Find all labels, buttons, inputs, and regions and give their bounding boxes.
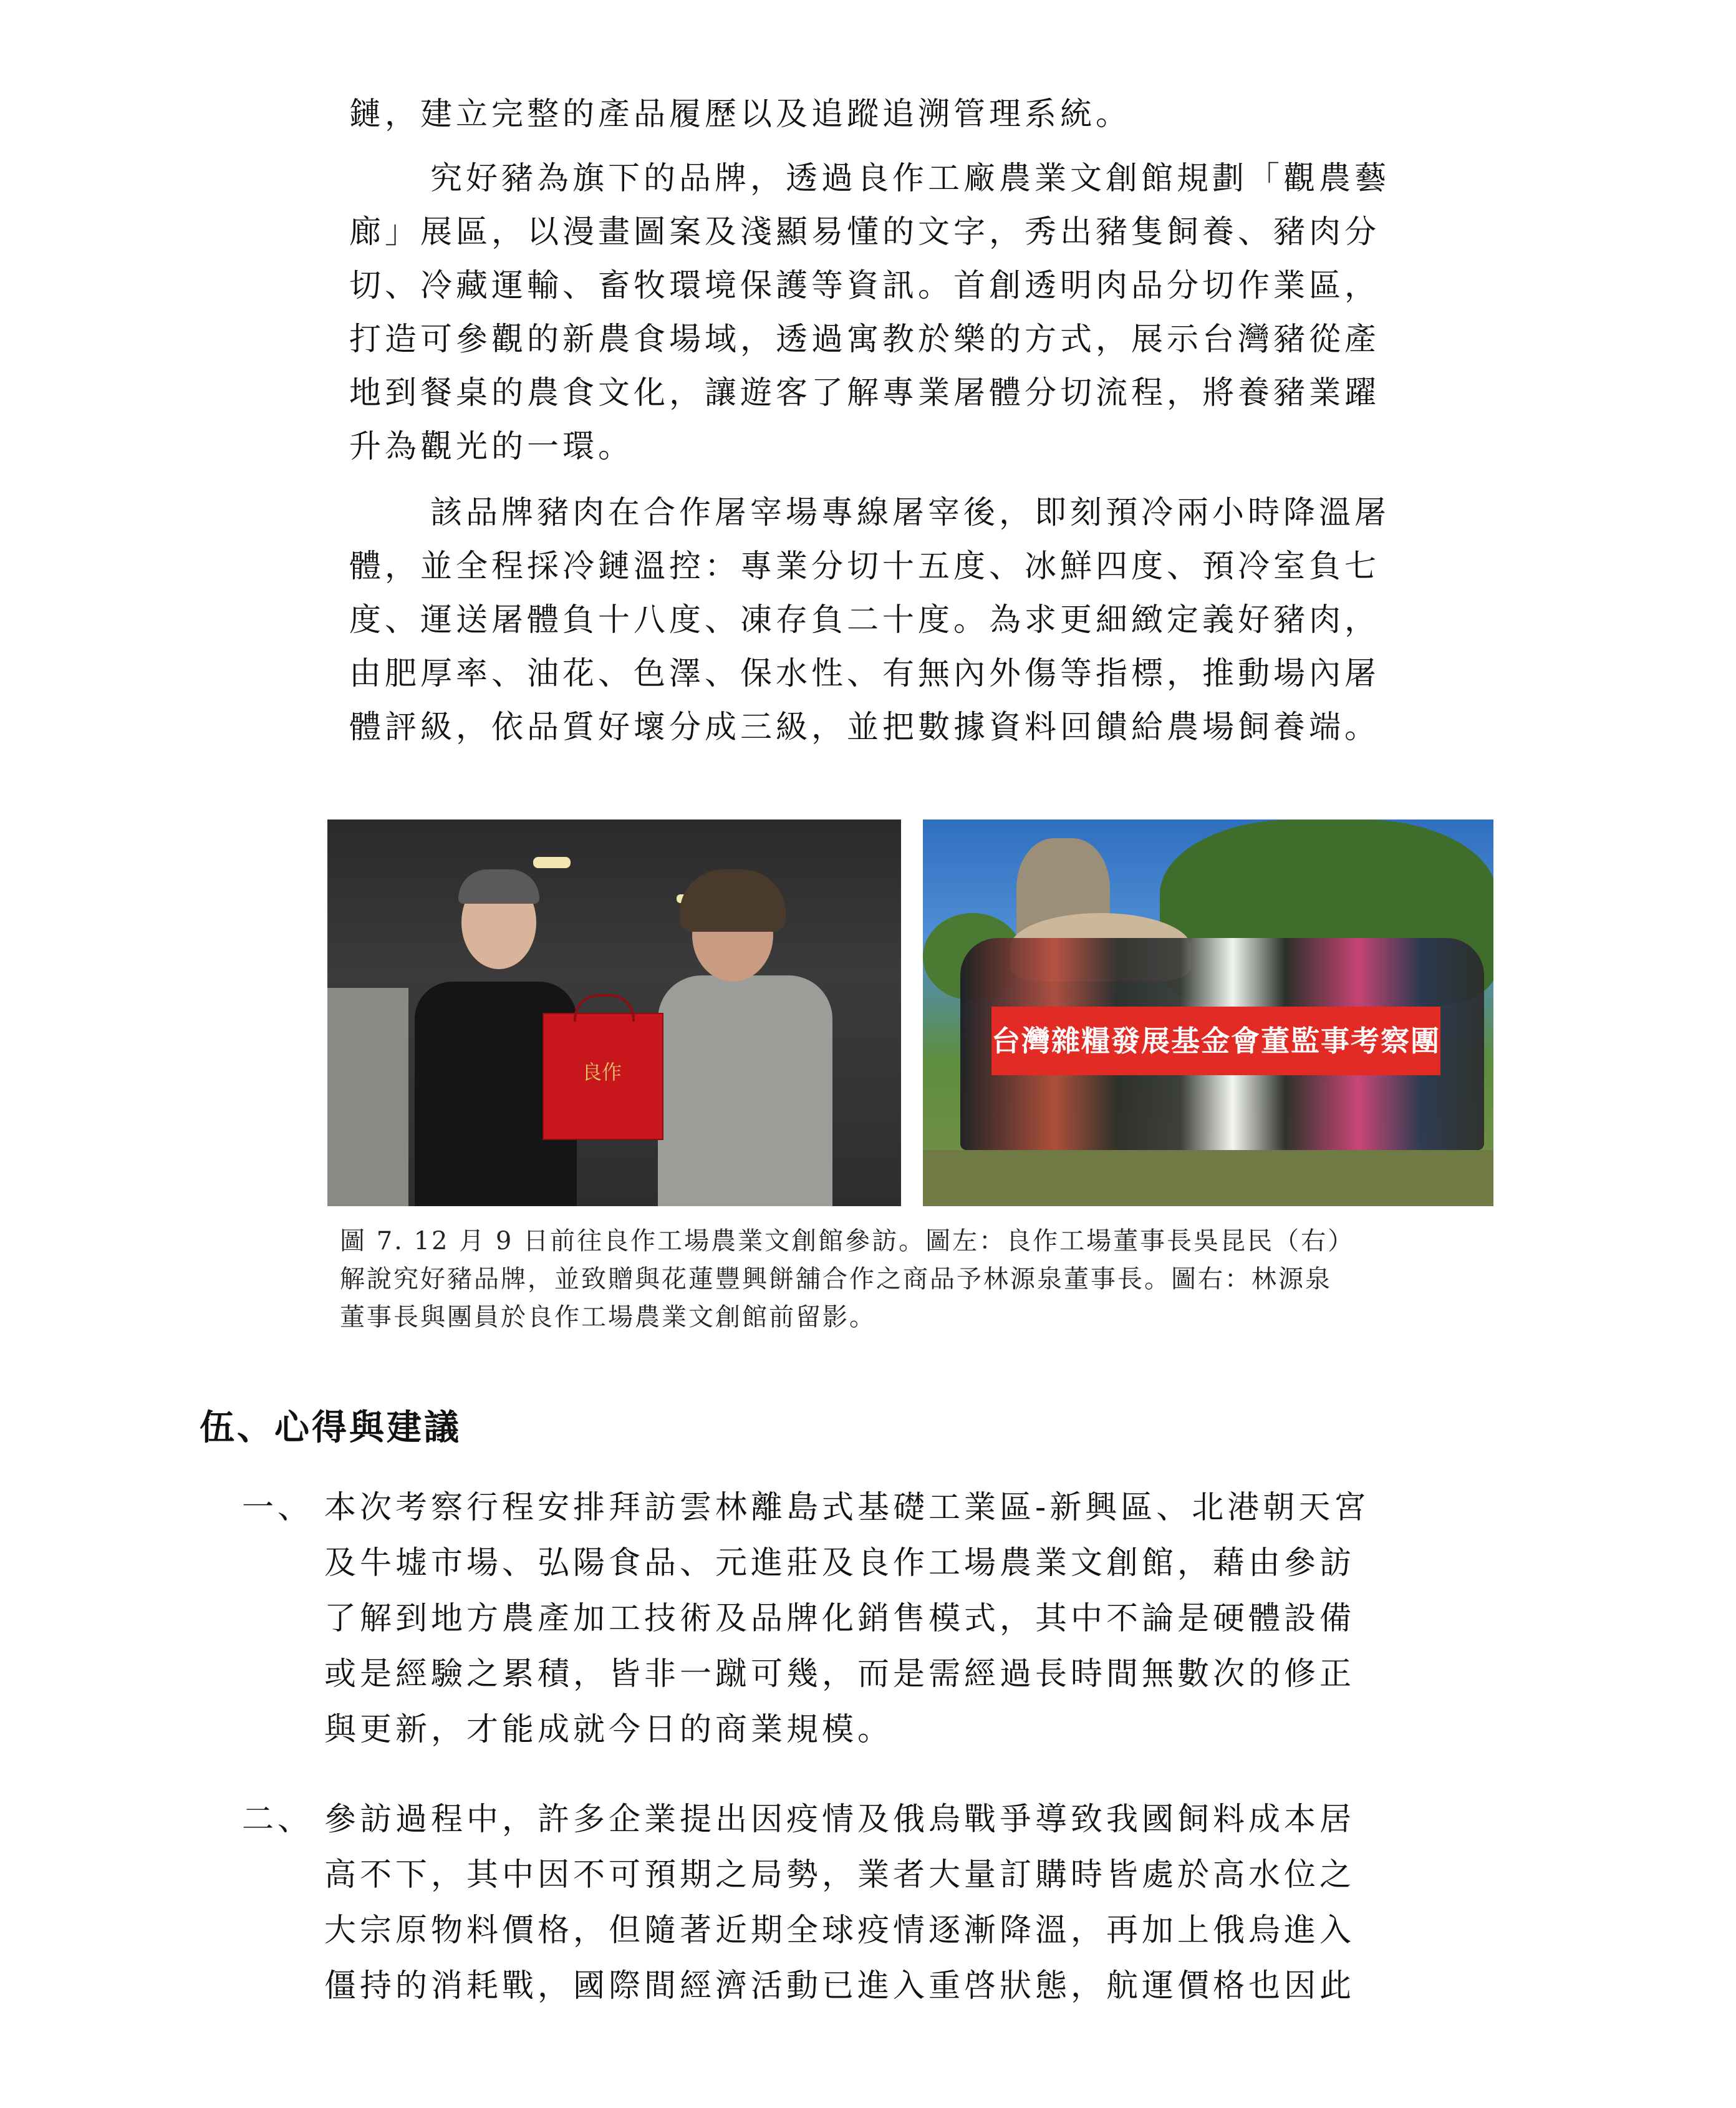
list-item-line: 僵持的消耗戰，國際間經濟活動已進入重啓狀態，航運價格也因此 xyxy=(324,1968,1356,2004)
gift-bag-logo: 良作 xyxy=(581,1060,622,1084)
body-line: 究好豬為旗下的品牌，透過良作工廠農業文創館規劃「觀農藝 xyxy=(430,160,1391,197)
body-line: 鏈，建立完整的產品履歷以及追蹤追溯管理系統。 xyxy=(349,96,1132,133)
list-item-line: 大宗原物料價格，但隨著近期全球疫情逐漸降溫，再加上俄烏進入 xyxy=(324,1912,1356,1949)
ceiling-light xyxy=(533,857,571,868)
person-right-body xyxy=(658,975,832,1206)
body-line: 體評級，依品質好壞分成三級，並把數據資料回饋給農場飼養端。 xyxy=(349,709,1381,746)
person-right-hair xyxy=(680,869,786,932)
person-left-hair xyxy=(458,869,539,904)
figure-caption-line: 解說究好豬品牌，並致贈與花蓮豐興餅舖合作之商品予林源泉董事長。圖右：林源泉 xyxy=(340,1265,1332,1293)
list-item-line: 了解到地方農產加工技術及品牌化銷售模式，其中不論是硬體設備 xyxy=(324,1600,1356,1637)
body-line: 切、冷藏運輸、畜牧環境保護等資訊。首創透明肉品分切作業區， xyxy=(349,268,1381,304)
list-item-line: 或是經驗之累積，皆非一蹴可幾，而是需經過長時間無數次的修正 xyxy=(324,1656,1356,1693)
photo-right-group xyxy=(923,820,1493,1206)
body-line: 體，並全程採冷鏈溫控：專業分切十五度、冰鮮四度、預冷室負七 xyxy=(349,548,1381,585)
list-item-line: 與更新，才能成就今日的商業規模。 xyxy=(324,1711,894,1748)
body-line: 地到餐桌的農食文化，讓遊客了解專業屠體分切流程，將養豬業躍 xyxy=(349,375,1381,412)
figure-caption-line: 圖 7. 12 月 9 日前往良作工場農業文創館參訪。圖左：良作工場董事長吳昆民（右） xyxy=(340,1227,1355,1255)
gift-bag-handle xyxy=(574,994,635,1022)
group-banner: 台灣雜糧發展基金會董監事考察團 xyxy=(991,1007,1440,1075)
list-item-marker: 一、 xyxy=(242,1489,314,1526)
section-heading: 伍、心得與建議 xyxy=(200,1408,461,1448)
window-light xyxy=(327,988,408,1206)
body-line: 廊」展區，以漫畫圖案及淺顯易懂的文字，秀出豬隻飼養、豬肉分 xyxy=(349,214,1381,251)
grass xyxy=(923,1150,1493,1206)
body-line: 度、運送屠體負十八度、凍存負二十度。為求更細緻定義好豬肉， xyxy=(349,602,1381,639)
body-line: 升為觀光的一環。 xyxy=(349,428,634,465)
photo-left-gift-presentation xyxy=(327,820,901,1206)
list-item-line: 本次考察行程安排拜訪雲林離島式基礎工業區-新興區、北港朝天宮 xyxy=(324,1489,1370,1526)
list-item-line: 高不下，其中因不可預期之局勢，業者大量訂購時皆處於高水位之 xyxy=(324,1857,1356,1893)
figure-caption-line: 董事長與團員於良作工場農業文創館前留影。 xyxy=(340,1303,876,1332)
list-item-marker: 二、 xyxy=(242,1801,314,1838)
list-item-line: 參訪過程中，許多企業提出因疫情及俄烏戰爭導致我國飼料成本居 xyxy=(324,1801,1356,1838)
body-line: 由肥厚率、油花、色澤、保水性、有無內外傷等指標，推動場內屠 xyxy=(349,655,1381,692)
list-item-line: 及牛墟市場、弘陽食品、元進莊及良作工場農業文創館，藉由參訪 xyxy=(324,1545,1356,1582)
body-line: 該品牌豬肉在合作屠宰場專線屠宰後，即刻預冷兩小時降溫屠 xyxy=(430,495,1391,531)
body-line: 打造可參觀的新農食場域，透過寓教於樂的方式，展示台灣豬從產 xyxy=(349,321,1381,358)
